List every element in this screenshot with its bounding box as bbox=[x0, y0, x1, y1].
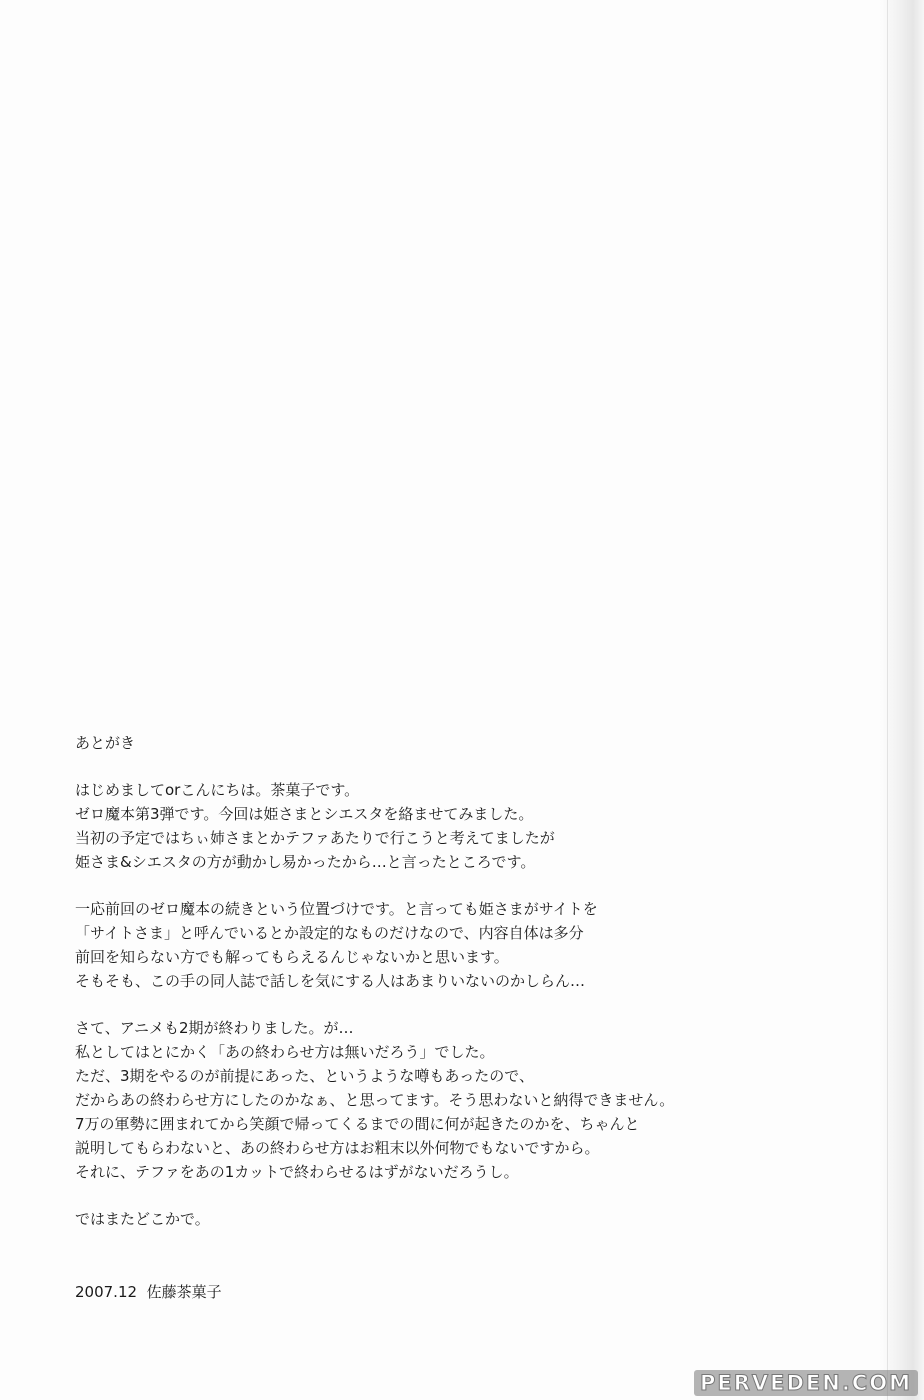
paragraph-gap bbox=[75, 874, 775, 897]
text-line: 前回を知らない方でも解ってもらえるんじゃないかと思います。 bbox=[75, 948, 509, 966]
text-line: 「サイトさま」と呼んでいるとか設定的なものだけなので、内容自体は多分 bbox=[75, 924, 584, 942]
text-line: それに、テファをあの1カットで終わらせるはずがないだろうし。 bbox=[75, 1163, 519, 1181]
paragraph-1 bbox=[75, 778, 775, 874]
text-line: ただ、3期をやるのが前提にあった、というような噂もあったので、 bbox=[75, 1067, 534, 1085]
paragraph-4 bbox=[75, 1207, 775, 1231]
signature-gap bbox=[75, 1231, 775, 1280]
text-line: さて、アニメも2期が終わりました。が… bbox=[75, 1019, 354, 1037]
text-line: 一応前回のゼロ魔本の続きという位置づけです。と言っても姫さまがサイトを bbox=[75, 900, 598, 918]
text-line: ではまたどこかで。 bbox=[75, 1210, 210, 1228]
text-line: 説明してもらわないと、あの終わらせ方はお粗末以外何物でもないですから。 bbox=[75, 1139, 600, 1157]
signature-author: 佐藤茶菓子 bbox=[146, 1283, 222, 1301]
text-line: 7万の軍勢に囲まれてから笑顔で帰ってくるまでの間に何が起きたのかを、ちゃんと bbox=[75, 1115, 640, 1133]
watermark-logo: PERVEDEN.COM bbox=[694, 1370, 918, 1396]
text-line: 当初の予定ではちぃ姉さまとかテファあたりで行こうと考えてましたが bbox=[75, 829, 555, 847]
paragraph-gap bbox=[75, 1184, 775, 1207]
afterword-text bbox=[75, 731, 775, 1304]
paragraph-gap bbox=[75, 755, 775, 778]
text-line: 姫さま&シエスタの方が動かし易かったから…と言ったところです。 bbox=[75, 853, 536, 871]
signature bbox=[75, 1280, 775, 1304]
paragraph-3 bbox=[75, 1016, 775, 1184]
text-line: 私としてはとにかく「あの終わらせ方は無いだろう」でした。 bbox=[75, 1043, 495, 1061]
signature-date: 2007.12 bbox=[75, 1283, 138, 1301]
paragraph-gap bbox=[75, 993, 775, 1016]
page-edge-line bbox=[887, 0, 888, 1400]
text-line: はじめましてorこんにちは。茶菓子です。 bbox=[75, 781, 360, 799]
paragraph-2 bbox=[75, 897, 775, 993]
text-line: だからあの終わらせ方にしたのかなぁ、と思ってます。そう思わないと納得できません。 bbox=[75, 1091, 675, 1109]
afterword-heading: あとがき bbox=[75, 734, 136, 752]
text-line: そもそも、この手の同人誌で話しを気にする人はあまりいないのかしらん… bbox=[75, 972, 586, 990]
text-line: ゼロ魔本第3弾です。今回は姫さまとシエスタを絡ませてみました。 bbox=[75, 805, 534, 823]
